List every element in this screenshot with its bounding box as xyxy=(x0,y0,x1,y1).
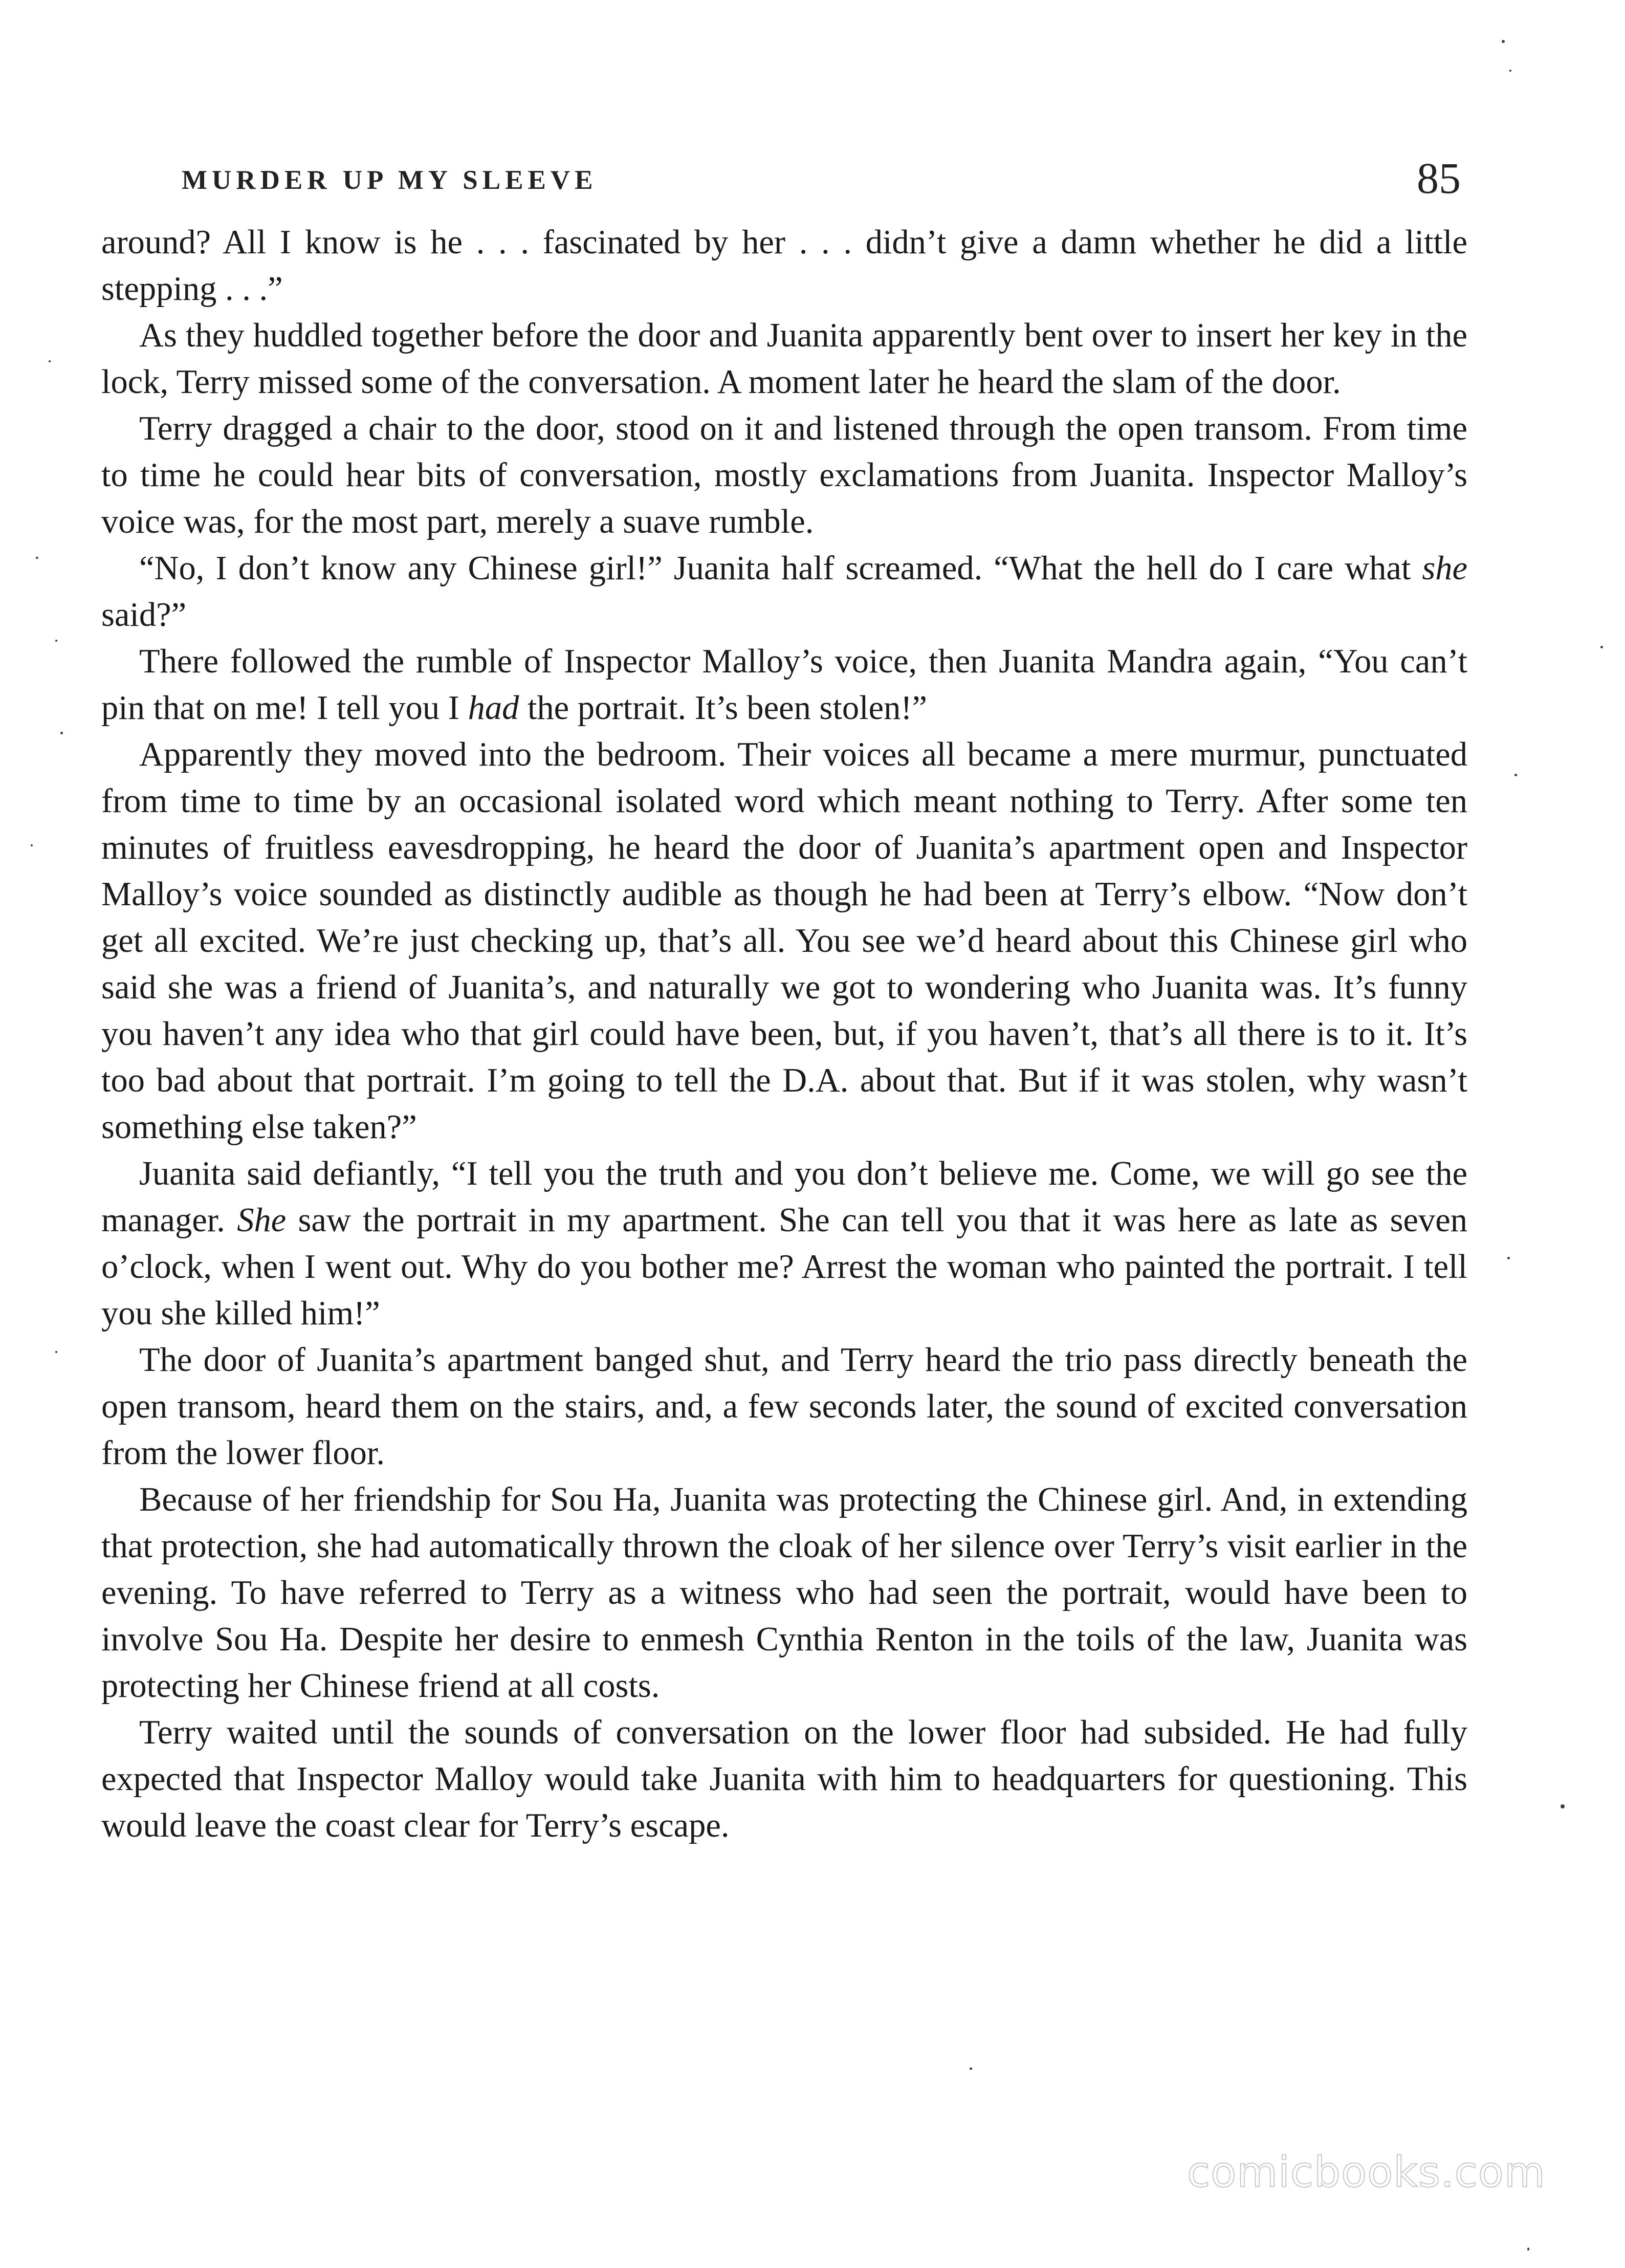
paragraph-text: saw the portrait in my apartment. She can tell you that it was here as late as seven o’clock, when I went out. Why do you bother me? Arrest the woman who painted the portrait. I tell you she killed him!” xyxy=(101,1202,1468,1332)
scan-speck xyxy=(1514,774,1517,776)
page-header xyxy=(182,154,1461,204)
scan-speck xyxy=(1600,646,1603,648)
paragraph-text: Because of her friendship for Sou Ha, Juanita was protecting the Chinese girl. And, in extending that protection, she had automatically thrown the cloak of her silence over Terry’s visit earlier in the evening. To have referred to Terry as a witness who had seen the portrait, would have been to involve Sou Ha. Despite her desire to enmesh Cynthia Renton in the toils of the law, Juanita was protecting her Chinese friend at all costs. xyxy=(101,1481,1467,1705)
page-number: 85 xyxy=(1417,154,1461,203)
paragraph xyxy=(101,545,1467,638)
paragraph-text: Juanita said defiantly, “I tell you the truth and you don’t believe me. Come, we will go see the manager. xyxy=(101,1155,1467,1239)
running-title: MURDER UP MY SLEEVE xyxy=(182,165,598,195)
paragraph-text: Terry waited until the sounds of conversation on the lower floor had subsided. He had fully expected that Inspector Malloy would take Juanita with him to headquarters for questioning. This would leave the coast clear for Terry’s escape. xyxy=(101,1714,1467,1844)
paragraph xyxy=(101,1709,1467,1849)
paragraph xyxy=(101,405,1467,545)
scan-speck xyxy=(1507,1257,1510,1259)
scan-speck xyxy=(49,360,51,362)
scan-speck xyxy=(1509,70,1511,72)
paragraph xyxy=(101,1337,1467,1476)
scan-speck xyxy=(55,640,57,642)
watermark-logo: comicbooks.com xyxy=(1187,2148,1546,2197)
scan-speck xyxy=(1502,40,1505,43)
scan-speck xyxy=(60,732,63,734)
scan-speck xyxy=(970,2067,972,2070)
paragraph xyxy=(101,638,1467,731)
paragraph xyxy=(101,1476,1467,1709)
scan-speck xyxy=(1527,2248,1529,2251)
paragraph xyxy=(101,312,1467,405)
italic-text: had xyxy=(468,689,519,727)
scan-speck xyxy=(55,1351,57,1353)
paragraph xyxy=(101,1150,1467,1337)
paragraph-text: “No, I don’t know any Chinese girl!” Juanita half screamed. “What the hell do I care what xyxy=(139,550,1422,587)
paragraph-text: Terry dragged a chair to the door, stood on it and listened through the open transom. From time to time he could hear bits of conversation, mostly exclamations from Juanita. Inspector Malloy’s voice was, for the most part, merely a suave rumble. xyxy=(101,410,1467,540)
paragraph-text: around? All I know is he . . . fascinated by her . . . didn’t give a damn whether he did a little stepping . . .” xyxy=(101,224,1467,308)
paragraph-text: As they huddled together before the door and Juanita apparently bent over to insert her key in the lock, Terry missed some of the conversation. A moment later he heard the slam of the door. xyxy=(101,317,1467,401)
paragraph-text: said?” xyxy=(101,596,187,634)
scan-speck xyxy=(31,844,33,846)
italic-text: she xyxy=(1422,550,1467,587)
paragraph xyxy=(101,219,1467,312)
body-text xyxy=(101,219,1467,2051)
paragraph-text: The door of Juanita’s apartment banged shut, and Terry heard the trio pass directly beneath the open transom, heard them on the stairs, and, a few seconds later, the sound of excited conversation from the lower floor. xyxy=(101,1341,1467,1472)
paragraph xyxy=(101,731,1467,1150)
paragraph-text: the portrait. It’s been stolen!” xyxy=(519,689,928,727)
paragraph-text: Apparently they moved into the bedroom. Their voices all became a mere murmur, punctuated from time to time by an occasional isolated word which meant nothing to Terry. After some ten minutes of fruitless eavesdropping, he heard the door of Juanita’s apartment open and Inspector Malloy’s voice sounded as distinctly audible as though he had been at Terry’s elbow. “Now don’t get all excited. We’re just checking up, that’s all. You see we’d heard about this Chinese girl who said she was a friend of Juanita’s, and naturally we got to wondering who Juanita was. It’s funny you haven’t any idea who that girl could have been, but, if you haven’t, that’s all there is to it. It’s too bad about that portrait. I’m going to tell the D.A. about that. But if it was stolen, why wasn’t something else taken?” xyxy=(101,736,1467,1146)
italic-text: She xyxy=(237,1202,287,1239)
paragraph-text: There followed the rumble of Inspector Malloy’s voice, then Juanita Mandra again, “You can’t pin that on me! I tell you I xyxy=(101,643,1467,727)
scan-speck xyxy=(36,557,38,559)
scan-speck xyxy=(1561,1804,1565,1808)
